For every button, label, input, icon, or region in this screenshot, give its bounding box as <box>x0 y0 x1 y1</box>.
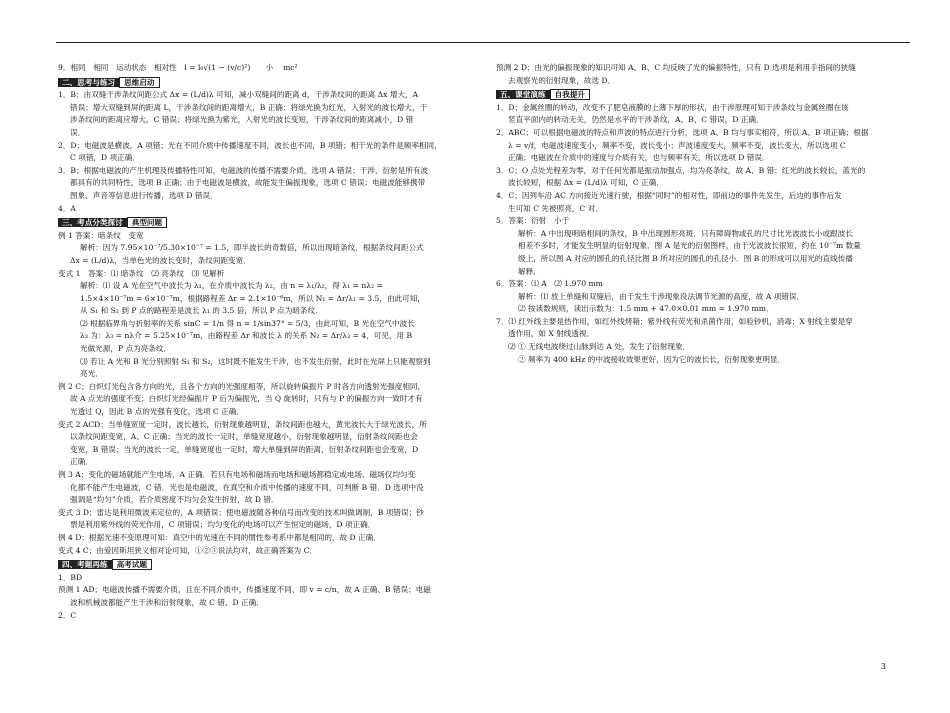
answer-line: 变式 3 D；雷达是利用微波来定位的，A 项错误；使电磁波随各种信号而改变的技术叫做调制，B 项错误；钞 <box>58 507 424 517</box>
answer-line: 解析：⑴ 设 A 光在空气中波长为 λ₁，在介质中波长为 λ₂，由 n = λ₁/λ₂，得 λ₁ = nλ₂ = <box>80 281 383 291</box>
answer-line: 例 1 答案：暗条纹 变宽 <box>58 230 144 240</box>
answer-line: 去观察光的衍射现象，故选 D． <box>508 75 616 85</box>
answer-line: ⑵ 按读数规则，读出示数为：1.5 mm + 47.0×0.01 mm = 1.970 mm． <box>518 304 774 314</box>
answer-line: 相差不多时，才能发生明显的衍射现象．图 A 是光的衍射图样，由于光波波长很短，约在 10⁻⁷m 数量 <box>518 241 861 251</box>
answer-line: 2．D；电磁波是横波，A 项错；光在不同介质中传播速度不同，波长也不同，B 项错；相干光的条件是频率相同， <box>58 140 442 150</box>
answer-line: 3．C；O 点处光程差为零，对于任何光都是振动加强点，均为亮条纹，故 A、B 错；红光的波长较长，蓝光的 <box>496 165 866 175</box>
answer-line: ⑵ ① 无线电波绕过山脉到达 A 处，发生了衍射现象． <box>508 342 691 352</box>
answer-line: 涉条纹间的距离应增大，C 错误；将绿光换为紫光，入射光的波长变短，干涉条纹间的距离减小，D 错 <box>70 115 414 125</box>
answer-line: 光透过 Q，因此 B 点的光强有变化，选项 C 正确． <box>70 407 244 417</box>
answer-line: 故 A 点光的强度不变；白炽灯光经偏振片 P 后为偏振光，当 Q 旋转时，只有与 P 的偏振方向一致时才有 <box>70 394 423 404</box>
answer-line: 光做光源，P 点为亮条纹． <box>80 344 172 354</box>
answer-line: 9．相同 相同 运动状态 相对性 l = l₀√(1 − (v/c)²) 小 mc² <box>58 63 298 72</box>
answer-line: 错误；增大双缝到屏的距离 L，干涉条纹间的距离增大，B 正确；将绿光换为红光，入射光的波长增大，干 <box>70 102 428 112</box>
section-heading: 五、课堂演练 自我提升 <box>496 89 590 100</box>
answer-line: 例 2 C；白炽灯光包含各方向的光，且各个方向的光强度相等，所以旋转偏振片 P 时各方向透射光强度相同， <box>58 381 426 391</box>
answer-line: 竖直平面内的转动无关，仍然是水平的干涉条纹，A、B、C 错误，D 正确． <box>508 115 764 125</box>
answer-line: Δx = (L/d)λ，当单色光的波长变时，条纹间距变宽． <box>70 255 251 265</box>
section-heading: 二、思考与练习 思维启动 <box>58 77 160 88</box>
answer-line: 正确． <box>70 457 93 467</box>
answer-line: 从 S₁ 和 S₂ 到 P 点的路程差是波长 λ₁ 的 3.5 倍，所以 P 点为暗条纹． <box>80 306 323 316</box>
answer-line: 以条纹间距变宽，A、C 正确；当光的波长一定时，单缝宽度越小，衍射现象越明显，衍射条纹间距也会 <box>70 432 418 442</box>
answer-line: 5．答案：衍射 小于 <box>496 216 570 226</box>
answer-line: 正确；电磁波在介质中的速度与介质有关，也与频率有关，所以选项 D 错误． <box>508 153 770 163</box>
right-column <box>496 62 910 366</box>
top-rule <box>56 42 910 43</box>
answer-line: 7．⑴ 红外线主要是热作用，如红外线烤箱；紫外线有荧光和杀菌作用，如验钞机，消毒；X 射线主要是穿 <box>496 316 853 326</box>
answer-line: 解析：因为 7.95×10⁻⁷/5.30×10⁻⁷ = 1.5，即半波长的奇数倍，所以出现暗条纹．根据条纹间距公式 <box>80 243 424 253</box>
answer-line: λ = v/f，电磁波速度变小，频率不变，波长变小；声波速度变大，频率不变，波长变大，所以选项 C <box>508 140 846 150</box>
answer-line: 解释． <box>518 266 541 276</box>
answer-line: 6．答案：⑴ A ⑵ 1.970 mm <box>496 279 603 289</box>
answer-line: 4．C；因列车沿 AC 方向接近光速行驶，根据“同时”的相对性，即前边的事件先发生，后边的事件后发 <box>496 190 842 200</box>
answer-line: 化都不能产生电磁波，C 错．光也是电磁波，在真空和介质中传播的速度不同，可判断 B 错．D 选项中没 <box>70 482 424 492</box>
answer-line: ② 频率为 400 kHz 的中波接收效果更好，因为它的波长长，衍射现象更明显． <box>518 354 786 364</box>
answer-line: 变式 2 ACD；当单缝宽度一定时，波长越长，衍射现象越明显，条纹间距也越大，黄光波长大于绿光波长，所 <box>58 419 427 429</box>
answer-line: ⑵ 根据临界角与折射率的关系 sinC = 1/n 得 n = 1/sin37° = 5/3，由此可知，B 光在空气中波长 <box>80 318 415 328</box>
answer-line: 预测 2 D；由光的偏振现象的知识可知 A、B、C 均反映了光的偏振特性，只有 D 选项是利用手指间的狭缝 <box>496 63 856 72</box>
answer-line: 变式 1 答案：⑴ 暗条纹 ⑵ 亮条纹 ⑶ 见解析 <box>58 268 225 278</box>
answer-line: 1．B；由双缝干涉条纹间距公式 Δx = (L/d)λ 可知，减小双缝间的距离 d，干涉条纹间的距离 Δx 增大，A <box>58 90 419 100</box>
answer-line: 级上，所以图 A 对应的圆孔的孔径比图 B 所对应的圆孔的孔径小．图 B 的形成可以用光的直线传播 <box>518 253 853 263</box>
page-number: 3 <box>880 662 886 671</box>
answer-line: 生可知 C 先被照亮，C 对． <box>508 203 603 213</box>
answer-line: 2．ABC；可以根据电磁波的特点和声波的特点进行分析，选项 A、B 均与事实相符，所以 A、B 项正确；根据 <box>496 127 869 137</box>
answer-line: 1．BD <box>58 572 83 582</box>
answer-line: 变式 4 C；由爱因斯坦狭义相对论可知，①②③说法均对，故正确答案为 C． <box>58 545 318 555</box>
answer-line: 2．C <box>58 610 77 620</box>
answer-line: 解析：⑴ 放上单缝和双缝后，由于发生干涉现象没法调节光源的高度，故 A 项错误． <box>518 291 805 301</box>
answer-line: 例 3 A；变化的磁场就能产生电场，A 正确．若只有电场和磁场而电场和磁场都稳定或电场、磁场仅均匀变 <box>58 470 416 479</box>
answer-line: 解析：A 中出现明暗相间的条纹，B 中出现圆形亮斑．只有障碍物或孔的尺寸比光波波长小或跟波长 <box>518 228 853 238</box>
section-heading: 四、考题再练 高考试题 <box>58 559 152 570</box>
answer-line: 预测 1 AD；电磁波传播不需要介质，且在不同介质中，传播速度不同，即 v = c/n，故 A 正确、B 错误；电磁 <box>58 585 431 595</box>
answer-line: λ₃ 为：λ₃ = nλ介 = 5.25×10⁻⁷m，由路程差 Δr 和波长 λ 的关系 N₂ = Δr/λ₃ = 4，可见，用 B <box>80 331 413 341</box>
answer-line: 4．A <box>58 203 76 213</box>
answer-line: 都具有的共同特性，选项 B 正确；由于电磁波是横波，故能发生偏振现象，选项 C 错误；电磁波能够携带 <box>70 178 426 188</box>
answer-line: 强调是“均匀”介质，若介质密度不均匀会发生折射，故 D 错． <box>70 495 279 505</box>
answer-line: 变宽，B 错误；当光的波长一定，单缝宽度也一定时，增大单缝到屏的距离，衍射条纹间距也会变宽，D <box>70 444 419 454</box>
answer-line: 波长较短，根据 Δx = (L/d)λ 可知，C 正确． <box>508 178 664 188</box>
answer-line: 误． <box>70 127 86 137</box>
answer-line: 透作用，如 X 射线透视． <box>508 329 595 339</box>
answer-line: 图象、声音等信息进行传播，选项 D 错误． <box>70 190 218 200</box>
answer-line: ⑶ 若让 A 光和 B 光分别照射 S₁ 和 S₂，这时既不能发生干涉，也不发生衍射，此时在光屏上只能观察到 <box>80 356 431 366</box>
answer-line: C 项错，D 项正确． <box>70 153 140 163</box>
section-heading: 三、考点分类探讨 典型问题 <box>58 217 167 228</box>
answer-line: 波和机械波都能产生干涉和衍射现象，故 C 错、D 正确． <box>70 597 264 607</box>
answer-line: 票是利用紫外线的荧光作用，C 项错误；均匀变化的电场可以产生恒定的磁场，D 项正确． <box>70 520 376 530</box>
answer-line: 1.5×4×10⁻⁷m = 6×10⁻⁷m，根据路程差 Δr = 2.1×10⁻⁶m，所以 N₁ = Δr/λ₁ = 3.5，由此可知， <box>80 293 425 303</box>
answer-line: 1．D；金属丝圈的转动，改变不了肥皂液膜的上薄下厚的形状，由干涉原理可知干涉条纹与金属丝圈在该 <box>496 102 849 112</box>
answer-line: 例 4 D；根据光速不变原理可知：真空中的光速在不同的惯性参考系中都是相同的，故 D 正确． <box>58 532 381 542</box>
answer-line: 亮光． <box>80 369 103 379</box>
answer-line: 3．B；根据电磁波的产生机理及传播特性可知，电磁波的传播不需要介质，选项 A 错误；干涉、衍射是所有波 <box>58 165 429 175</box>
left-column <box>58 62 478 622</box>
